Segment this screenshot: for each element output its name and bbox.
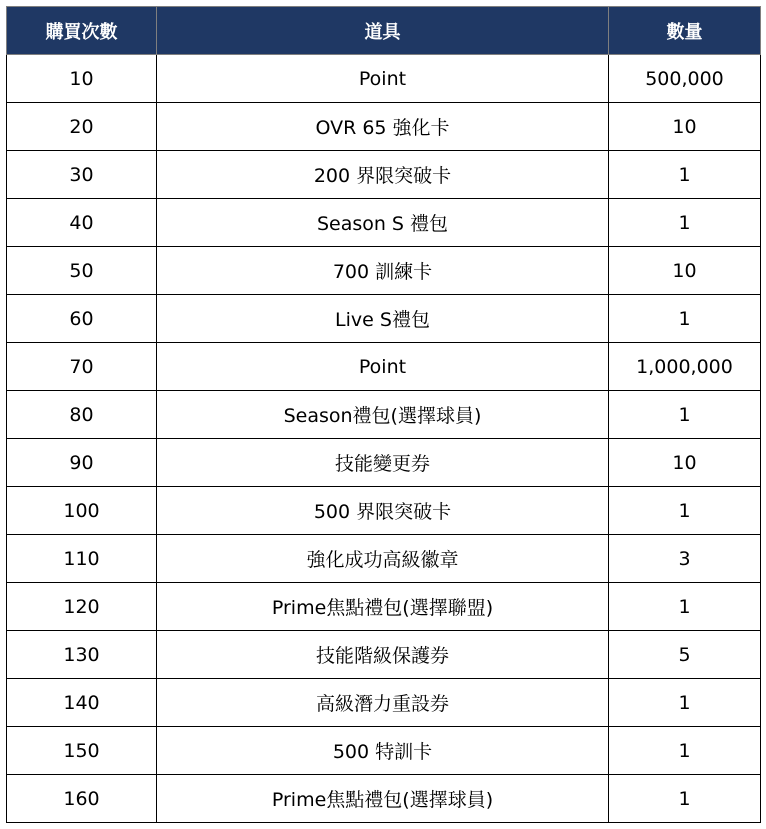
header-item: 道具 [157,7,609,55]
purchase-count-cell: 50 [7,247,157,295]
item-cell: 500 界限突破卡 [157,487,609,535]
purchase-count-cell: 140 [7,679,157,727]
quantity-cell: 10 [609,439,761,487]
table-row [7,679,761,727]
table-row [7,391,761,439]
item-cell: Point [157,343,609,391]
item-cell: 技能變更券 [157,439,609,487]
quantity-cell: 5 [609,631,761,679]
purchase-count-cell: 90 [7,439,157,487]
quantity-cell: 1 [609,199,761,247]
quantity-cell: 1,000,000 [609,343,761,391]
purchase-count-cell: 130 [7,631,157,679]
header-purchase-count: 購買次數 [7,7,157,55]
table-row [7,535,761,583]
item-cell: 500 特訓卡 [157,727,609,775]
purchase-count-cell: 110 [7,535,157,583]
purchase-count-cell: 160 [7,775,157,823]
quantity-cell: 1 [609,151,761,199]
item-cell: Live S禮包 [157,295,609,343]
purchase-count-cell: 40 [7,199,157,247]
purchase-count-cell: 100 [7,487,157,535]
table-row [7,487,761,535]
quantity-cell: 1 [609,679,761,727]
item-cell: Point [157,55,609,103]
table-row [7,295,761,343]
rewards-table-container [6,6,761,823]
item-cell: 技能階級保護券 [157,631,609,679]
purchase-count-cell: 70 [7,343,157,391]
item-cell: 高級潛力重設券 [157,679,609,727]
table-row [7,439,761,487]
rewards-table [6,6,761,823]
header-row [7,7,761,55]
table-row [7,631,761,679]
quantity-cell: 1 [609,487,761,535]
purchase-count-cell: 20 [7,103,157,151]
item-cell: OVR 65 強化卡 [157,103,609,151]
quantity-cell: 3 [609,535,761,583]
quantity-cell: 500,000 [609,55,761,103]
item-cell: Season S 禮包 [157,199,609,247]
table-row [7,583,761,631]
quantity-cell: 1 [609,775,761,823]
item-cell: Season禮包(選擇球員) [157,391,609,439]
item-cell: 強化成功高級徽章 [157,535,609,583]
purchase-count-cell: 80 [7,391,157,439]
table-row [7,775,761,823]
item-cell: 700 訓練卡 [157,247,609,295]
item-cell: Prime焦點禮包(選擇聯盟) [157,583,609,631]
header-quantity: 數量 [609,7,761,55]
table-row [7,727,761,775]
table-row [7,247,761,295]
purchase-count-cell: 150 [7,727,157,775]
quantity-cell: 1 [609,391,761,439]
table-row [7,151,761,199]
table-row [7,55,761,103]
quantity-cell: 1 [609,295,761,343]
table-row [7,103,761,151]
purchase-count-cell: 120 [7,583,157,631]
quantity-cell: 1 [609,727,761,775]
quantity-cell: 1 [609,583,761,631]
item-cell: 200 界限突破卡 [157,151,609,199]
purchase-count-cell: 30 [7,151,157,199]
quantity-cell: 10 [609,103,761,151]
purchase-count-cell: 60 [7,295,157,343]
table-row [7,199,761,247]
quantity-cell: 10 [609,247,761,295]
purchase-count-cell: 10 [7,55,157,103]
table-row [7,343,761,391]
item-cell: Prime焦點禮包(選擇球員) [157,775,609,823]
